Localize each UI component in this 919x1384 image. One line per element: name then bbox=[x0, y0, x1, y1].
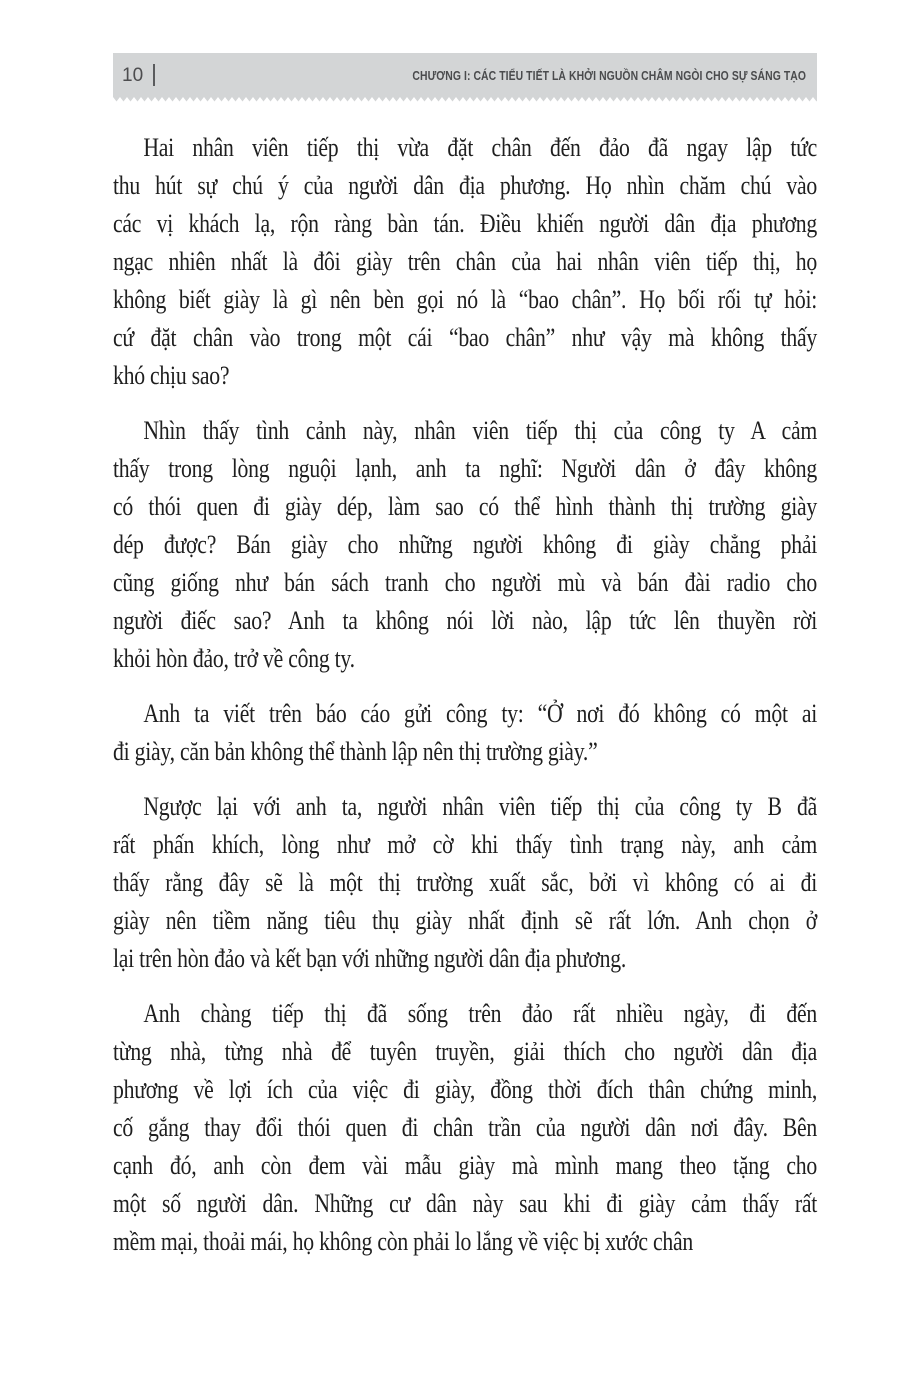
body-text bbox=[113, 128, 817, 1277]
page-number-divider bbox=[153, 64, 155, 86]
text-line: các vị khách lạ, rộn ràng bàn tán. Điều khiến người dân địa phương bbox=[113, 208, 818, 238]
paragraph bbox=[113, 411, 817, 677]
paragraph bbox=[113, 994, 817, 1260]
text-line: Anh ta viết trên báo cáo gửi công ty: “Ở nơi đó không có một ai bbox=[143, 698, 818, 728]
text-line: mềm mại, thoải mái, họ không còn phải lo lắng về việc bị xước chân bbox=[113, 1226, 694, 1256]
text-line: không biết giày là gì nên bèn gọi nó là “bao chân”. Họ bối rối tự hỏi: bbox=[113, 284, 818, 314]
text-line: thấy rằng đây sẽ là một thị trường xuất sắc, bởi vì không có ai đi bbox=[113, 867, 818, 897]
text-line: thấy trong lòng nguội lạnh, anh ta nghĩ: Người dân ở đây không bbox=[113, 453, 818, 483]
text-line: một số người dân. Những cư dân này sau khi đi giày cảm thấy rất bbox=[113, 1188, 818, 1218]
text-line: thu hút sự chú ý của người dân địa phương. Họ nhìn chăm chú vào bbox=[113, 170, 818, 200]
text-line: từng nhà, từng nhà để tuyên truyền, giải thích cho người dân địa bbox=[113, 1036, 818, 1066]
text-line: cạnh đó, anh còn đem vài mẫu giày mà mình mang theo tặng cho bbox=[113, 1150, 818, 1180]
text-line: cứ đặt chân vào trong một cái “bao chân” như vậy mà không thấy bbox=[113, 322, 818, 352]
text-line: Nhìn thấy tình cảnh này, nhân viên tiếp thị của công ty A cảm bbox=[143, 415, 818, 445]
text-line: Ngược lại với anh ta, người nhân viên tiếp thị của công ty B đã bbox=[143, 791, 818, 821]
text-line: rất phấn khích, lòng như mở cờ khi thấy tình trạng này, anh cảm bbox=[113, 829, 818, 859]
text-line: đi giày, căn bản không thể thành lập nên thị trường giày.” bbox=[113, 736, 598, 766]
text-line: phương về lợi ích của việc đi giày, đồng thời đích thân chứng minh, bbox=[113, 1074, 818, 1104]
text-line: người điếc sao? Anh ta không nói lời nào, lập tức lên thuyền rời bbox=[113, 605, 818, 635]
text-line: cố gắng thay đổi thói quen đi chân trần của người dân nơi đây. Bên bbox=[113, 1112, 818, 1142]
text-line: có thói quen đi giày dép, làm sao có thể hình thành thị trường giày bbox=[113, 491, 818, 521]
text-line: lại trên hòn đảo và kết bạn với những người dân địa phương. bbox=[113, 943, 627, 973]
paragraph bbox=[113, 128, 817, 394]
text-line: ngạc nhiên nhất là đôi giày trên chân của hai nhân viên tiếp thị, họ bbox=[113, 246, 818, 276]
paragraph bbox=[113, 694, 817, 770]
text-line: cũng giống như bán sách tranh cho người mù và bán đài radio cho bbox=[113, 567, 818, 597]
text-line: dép được? Bán giày cho những người không đi giày chẳng phải bbox=[113, 529, 818, 559]
text-line: khó chịu sao? bbox=[113, 360, 230, 390]
text-line: Hai nhân viên tiếp thị vừa đặt chân đến đảo đã ngay lập tức bbox=[143, 132, 818, 162]
page-number: 10 bbox=[122, 64, 144, 86]
header-perforated-edge bbox=[113, 97, 817, 102]
page-header-bar bbox=[113, 53, 817, 97]
text-line: giày nên tiềm năng tiêu thụ giày nhất định sẽ rất lớn. Anh chọn ở bbox=[113, 905, 818, 935]
text-line: khỏi hòn đảo, trở về công ty. bbox=[113, 643, 355, 673]
paragraph bbox=[113, 787, 817, 977]
chapter-title: CHƯƠNG I: CÁC TIỂU TIẾT LÀ KHỞI NGUỒN CHÂM NGÒI CHO SỰ SÁNG TẠO bbox=[412, 67, 806, 83]
page-number-group bbox=[122, 64, 155, 86]
text-line: Anh chàng tiếp thị đã sống trên đảo rất nhiều ngày, đi đến bbox=[143, 998, 818, 1028]
